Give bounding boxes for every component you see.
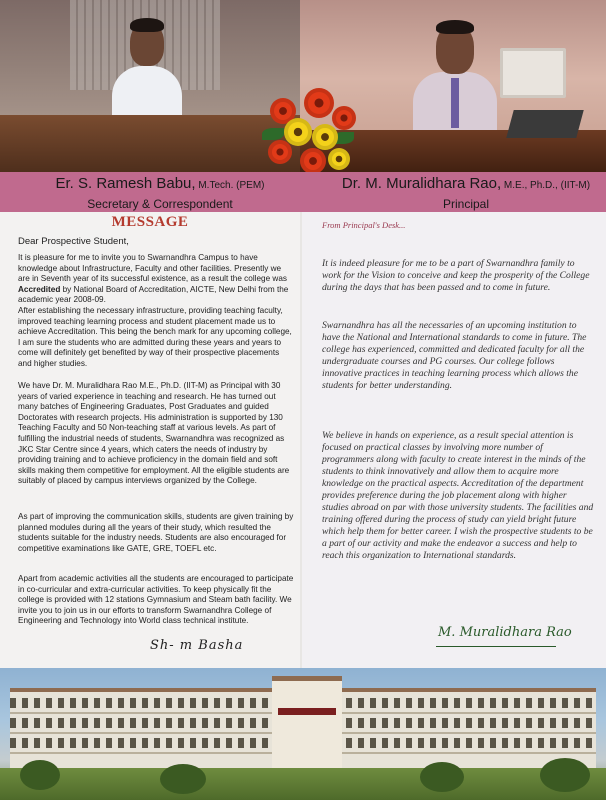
principal-name-line: [336, 174, 596, 196]
tree: [160, 764, 206, 794]
signature-underline: [436, 646, 556, 647]
principal-role: Principal: [442, 197, 490, 211]
message-paragraph-3: We have Dr. M. Muralidhara Rao M.E., Ph.D. (IIT-M) as Principal with 30 years of varied experience in teaching and research. He has turned out many batches of Engineering Graduates, Post Graduates and guided Doctorates with research projects. His administration is supported by 130 Teaching Faculty and 50 Non-teaching staff at various levels. As part of fulfilling the industrial needs of students, Swarnandhra was recognized as JKC Star Centre since 4 years, which caters the needs of industry by providing training and to achieve proficiency in the domain field and soft skills making them competitive for employment. All the eligible students are suitably of placed by campus interviews organized by the College.: [18, 381, 290, 486]
secretary-signature: Sh- m Basha: [150, 638, 244, 653]
message-paragraph-5: Apart from academic activities all the students are encouraged to participate in co-curricular and extra-curricular activities. To keep physically fit the college is provided with 12 stations Gymnasium and Steam bath facility. We invite you to join us in our efforts to transform Swarnandhra College of Engineering and Technology into World class technical institute.: [18, 574, 294, 626]
message-paragraph-4: As part of improving the communication skills, students are given training by planned modules during all the years of their study, which resulted the students suitable for the industry needs. Students are also encouraged for competitive examinations like GATE, GRE, TOEFL etc.: [18, 512, 294, 553]
desk-paragraph-3: We believe in hands on experience, as a result special attention is focused on practical classes by involving more number of programmers along with faculty to create interest in the minds of the students to think innovatively and allow them to acquire more knowledge on the practical aspects. Accreditation of the department provides preference during the job placement along with higher studies abroad on par with those university students. The facilities and training offered during the process of study can yield bright future which help them for better career. I wish the prospective students to be a part of our activity and make the endeavor a success and help to reach this organization to International standards.: [322, 430, 594, 561]
message-title: MESSAGE: [111, 214, 189, 230]
flower-bouquet: [260, 88, 360, 176]
name-banner: [0, 172, 606, 212]
tree: [420, 762, 464, 792]
desk-paragraph-2: Swarnandhra has all the necessaries of an upcoming institution to have the National and International standards to come in future. The college has experienced, committed and dedicated faculty for all the undergraduate courses and PG courses. Our college follows innovative practices in teaching learning process which allows the students for better understanding.: [322, 320, 587, 391]
message-p1-start: It is pleasure for me to invite you to Swarnandhra Campus to have knowledge about Infrastructure, Faculty and other facilities. Presently we are in Seventh year of its successful existence, as a result the college was: [18, 253, 287, 284]
secretary-credentials: M.Tech. (PEM): [195, 180, 265, 191]
secretary-caption: [30, 172, 290, 212]
message-p1-bold: Accredited: [18, 284, 61, 294]
building-tower: [272, 676, 342, 777]
desk-paragraph-1: It is indeed pleasure for me to be a part of Swarnandhra family to work for the Vision to conceive and keep the prosperity of the College during the days that has been passed and to come in future.: [322, 258, 590, 293]
computer-monitor: [500, 48, 566, 98]
message-paragraph-2: After establishing the necessary infrastructure, providing teaching faculty, improved teaching learning process and student placement made us to achieve Accreditation. This being the bench mark for any upcoming college, I am sure the students who are admitted during these years and years to come will definitely get benefited by way of their prospective placements and higher studies.: [18, 306, 292, 368]
principal-desk-title: From Principal's Desk...: [322, 220, 406, 230]
salutation: Dear Prospective Student,: [18, 236, 129, 247]
principal-name: Dr. M. Muralidhara Rao,: [341, 175, 502, 192]
desk-left: [0, 115, 300, 175]
secretary-name: Er. S. Ramesh Babu,: [55, 175, 196, 192]
tree: [20, 760, 60, 790]
building-name-board: [278, 708, 336, 715]
laptop: [506, 110, 584, 138]
campus-lawn: [0, 768, 606, 800]
tree: [540, 758, 590, 792]
secretary-role: Secretary & Correspondent: [87, 197, 233, 211]
principal-credentials: M.E., Ph.D., (IIT-M): [501, 180, 591, 191]
message-p1-end: by National Board of Accreditation, AICTE, New Delhi from the academic year 2008-09.: [18, 284, 289, 305]
principal-caption: [336, 172, 596, 212]
secretary-name-line: [30, 174, 290, 196]
message-paragraph-1: [18, 253, 294, 306]
principal-signature: M. Muralidhara Rao: [438, 625, 572, 640]
